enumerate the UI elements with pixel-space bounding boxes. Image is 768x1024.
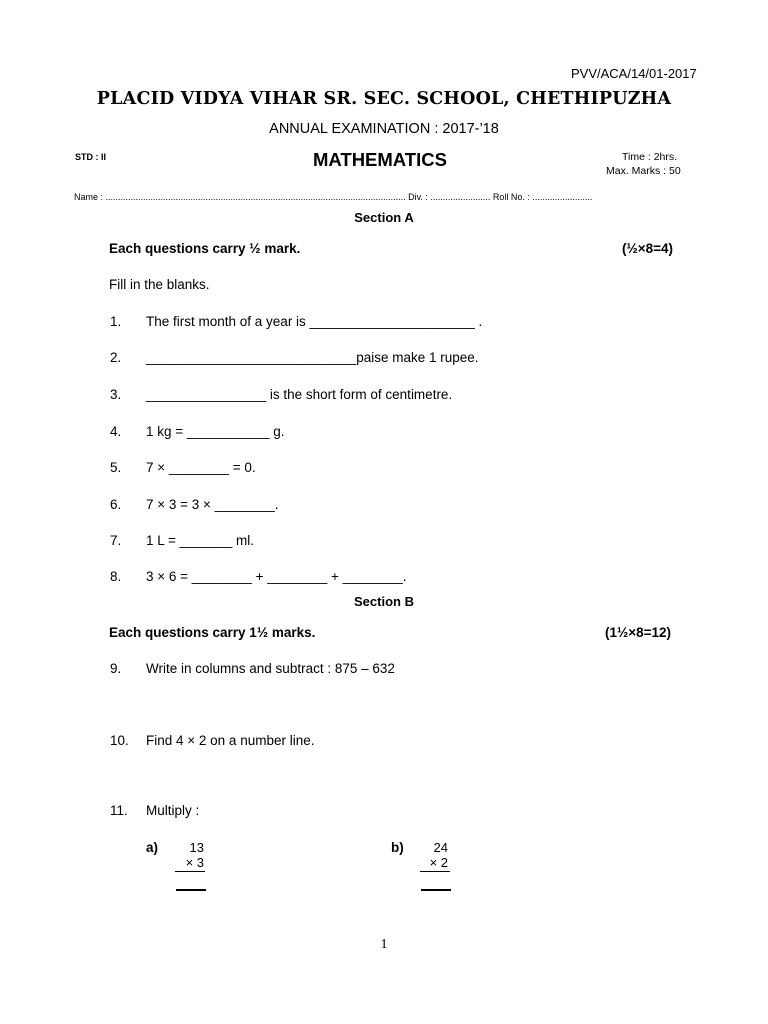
multiply-part-label: b) [391, 840, 404, 855]
question-number: 4. [110, 424, 122, 439]
question-text: Write in columns and subtract : 875 – 632 [146, 661, 395, 676]
question-number: 3. [110, 387, 122, 402]
section-b-marks: (1½×8=12) [605, 625, 672, 640]
answer-top-rule [175, 871, 205, 872]
section-a-title: Section A [354, 210, 414, 225]
answer-bottom-rule [176, 889, 206, 891]
exam-title: ANNUAL EXAMINATION : 2017-’18 [269, 121, 499, 137]
question-number: 10. [110, 733, 129, 748]
question-text: ________________ is the short form of centimetre. [146, 387, 453, 402]
multiplier: × 3 [185, 855, 204, 870]
question-text: Find 4 × 2 on a number line. [146, 733, 315, 748]
question-text: 7 × ________ = 0. [146, 460, 256, 475]
question-text: The first month of a year is ______________________ . [146, 314, 483, 329]
student-details-line: Name : ........................................................................................................................ Div. : ........................ Roll No. : ........................ [74, 192, 593, 202]
question-number: 8. [110, 569, 122, 584]
multiplier: × 2 [429, 855, 448, 870]
school-name: PLACID VIDYA VIHAR SR. SEC. SCHOOL, CHETHIPUZHA [96, 89, 672, 109]
section-a-marks: (½×8=4) [622, 241, 674, 256]
question-number: 6. [110, 497, 122, 512]
answer-top-rule [420, 871, 450, 872]
multiplicand: 24 [433, 840, 448, 855]
question-number: 11. [110, 803, 128, 818]
section-a-instruction: Each questions carry ½ mark. [109, 241, 301, 256]
question-number: 7. [110, 533, 122, 548]
subject-title: MATHEMATICS [313, 149, 447, 170]
multiply-part-label: a) [146, 840, 159, 855]
question-text: ____________________________paise make 1 rupee. [146, 350, 479, 365]
section-b-instruction: Each questions carry 1½ marks. [109, 625, 316, 640]
section-b-title: Section B [354, 594, 414, 609]
multiplicand: 13 [189, 840, 204, 855]
question-text: Multiply : [146, 803, 200, 818]
question-text: 3 × 6 = ________ + ________ + ________. [146, 569, 407, 584]
question-number: 2. [110, 350, 122, 365]
max-marks: Max. Marks : 50 [606, 165, 681, 177]
question-number: 5. [110, 460, 122, 475]
answer-bottom-rule [421, 889, 451, 891]
page-number: 1 [380, 937, 388, 952]
time-allowed: Time : 2hrs. [622, 151, 678, 163]
question-text: 7 × 3 = 3 × ________. [146, 497, 279, 512]
standard-label: STD : II [75, 152, 106, 162]
question-number: 1. [110, 314, 122, 329]
document-reference-code: PVV/ACA/14/01-2017 [571, 66, 697, 81]
section-a-subheading: Fill in the blanks. [109, 277, 210, 292]
question-number: 9. [110, 661, 122, 676]
question-text: 1 L = _______ ml. [146, 533, 254, 548]
question-text: 1 kg = ___________ g. [146, 424, 285, 439]
